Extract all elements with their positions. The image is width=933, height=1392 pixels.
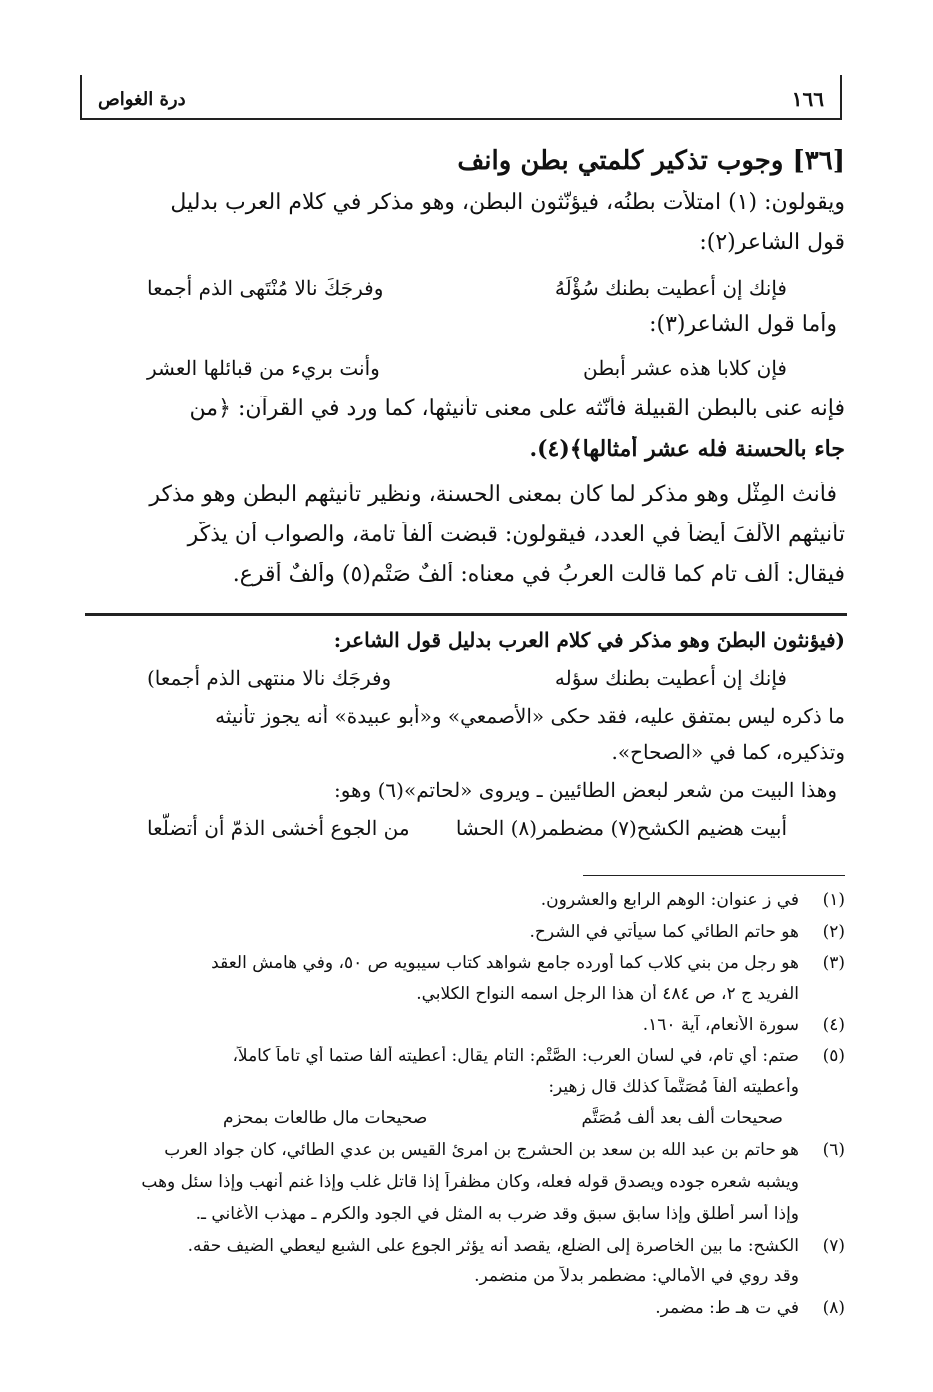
main-line-7: تأنيثهم الأَلْفَ أيضاً في العدد، فيقولون: قبضت ألفاً تامة، والصواب أن يذكَّر: [187, 522, 845, 547]
footnote-7-continued: وقد روي في الأمالي: مضطمر بدلاً من منضمر.: [474, 1266, 799, 1286]
footnote-verse: [223, 1108, 783, 1134]
footnote-verse-second: صحيحات مال طالعات بمحزم: [223, 1108, 428, 1128]
footnote-number: (٥): [822, 1046, 845, 1066]
main-line-5: جاء بالحسنة فله عشر أمثالها﴾(٤).: [529, 436, 845, 462]
footnote-text: صتم: أي تام، في لسان العرب: الصَّتْم: التام يقال: أعطيته ألفا صتما أي تاماً كاملاً،: [232, 1046, 799, 1066]
footnote-5-continued: وأعطيته ألفاً مُصَتَّماً كذلك قال زهير:: [548, 1077, 799, 1097]
main-line-3: وأما قول الشاعر(٣):: [649, 312, 837, 337]
commentary-verse-1: [147, 666, 787, 700]
section-title: [٣٦] وجوب تذكير كلمتي بطن وانف: [457, 146, 845, 176]
footnote-6-continued-1: ويشبه شعره جوده ويصدق قوله فعله، وكان مظفراً إذا قاتل غلب وإذا غنم أنهب وإذا سئل وهب: [141, 1172, 799, 1192]
footnote-text: هو حاتم بن عبد الله بن سعد بن الحشرج بن امرئ القيس بن عدي الطائي، كان جواد العرب: [164, 1140, 799, 1160]
footnote-8: [85, 1298, 845, 1324]
commentary-verse-2: [147, 816, 787, 850]
commentary-verse-2-first: أبيت هضيم الكشح(٧) مضطمر(٨) الحشا: [455, 816, 787, 840]
verse-2: [147, 356, 787, 390]
footnote-number: (٤): [822, 1015, 845, 1035]
footnote-text: سورة الأنعام، آية ١٦٠.: [642, 1015, 799, 1035]
footnote-6: [85, 1140, 845, 1166]
footnote-divider: [583, 875, 845, 876]
footnote-4: [85, 1015, 845, 1041]
commentary-line-3: وهذا البيت من شعر لبعض الطائيين ـ ويروى «لحاتم»(٦) وهو:: [333, 778, 837, 802]
footnote-number: (٧): [822, 1236, 845, 1256]
footnote-5: [85, 1046, 845, 1072]
commentary-verse-1-second: وفرجَك نالا منتهى الذم أجمعا): [147, 666, 392, 690]
main-line-8: فيقال: ألف تام كما قالت العربُ في معناه: ألفٌ صَتْم(٥) وألفٌ أقرع.: [232, 562, 845, 587]
commentary-line-2: وتذكيره، كما في «الصحاح».: [611, 740, 845, 764]
footnote-text: الكشح: ما بين الخاصرة إلى الضلع، يقصد أنه يؤثر الجوع على الشبع ليعطي الضيف حقه.: [187, 1236, 799, 1256]
footnote-6-continued-2: وإذا أسر أطلق وإذا سابق سبق وقد ضرب به المثل في الجود والكرم ـ مهذب الأغاني ـ.: [195, 1204, 799, 1224]
footnote-text: هو رجل من بني كلاب كما أورده جامع شواهد كتاب سيبويه ص ٥٠، وفي هامش العقد: [211, 953, 799, 973]
footnote-text: هو حاتم الطائي كما سيأتي في الشرح.: [529, 922, 799, 942]
main-line-1: ويقولون: (١) امتلأت بطنُه، فيؤنّثون البطن، وهو مذكر في كلام العرب بدليل: [170, 190, 845, 215]
footnote-3: [85, 953, 845, 979]
commentary-verse-1-first: فإنك إن أعطيت بطنك سؤله: [554, 666, 787, 690]
footnote-2: [85, 922, 845, 948]
footnote-text: في ت هـ ط: مضمر.: [655, 1298, 799, 1318]
verse-1: [147, 276, 787, 310]
page-number: ١٦٦: [791, 87, 824, 111]
footnote-number: (٦): [822, 1140, 845, 1160]
main-line-6: فأنث المِثْل وهو مذكر لما كان بمعنى الحسنة، ونظير تأنيثهم البطن وهو مذكر: [149, 482, 837, 507]
verse-1-first-hemistich: فإنك إن أعطيت بطنك سُؤْلَهُ: [554, 276, 787, 300]
verse-2-second-hemistich: وأنت بريء من قبائلها العشر: [147, 356, 380, 380]
footnote-number: (٨): [822, 1298, 845, 1318]
footnote-3-continued: الفريد ج ٢، ص ٤٨٤ أن هذا الرجل اسمه النواح الكلابي.: [416, 984, 799, 1004]
footnote-text: في ز عنوان: الوهم الرابع والعشرون.: [540, 890, 799, 910]
page-header: [80, 75, 842, 120]
footnote-verse-first: صحيحات ألف بعد ألف مُصَتَّم: [581, 1108, 783, 1128]
footnote-7: [85, 1236, 845, 1262]
commentary-heading: (فيؤنثون البطنَ وهو مذكر في كلام العرب بدليل قول الشاعر:: [333, 628, 845, 652]
footnote-number: (١): [822, 890, 845, 910]
verse-1-second-hemistich: وفرجَكَ نالا مُنْتَهى الذم أجمعا: [147, 276, 384, 300]
footnote-1: [85, 890, 845, 916]
main-line-2: قول الشاعر(٢):: [699, 230, 845, 255]
verse-2-first-hemistich: فإن كلابا هذه عشر أبطن: [583, 356, 787, 380]
commentary-line-1: ما ذكره ليس بمتفق عليه، فقد حكى «الأصمعي» و«أبو عبيدة» أنه يجوز تأنيثه: [215, 704, 845, 728]
main-line-4: فإنه عنى بالبطن القبيلة فأنّثه على معنى تأنيثها، كما ورد في القرآن: ﴿من: [189, 396, 845, 421]
book-title: درة الغواص: [98, 89, 186, 110]
footnote-number: (٢): [822, 922, 845, 942]
footnote-number: (٣): [822, 953, 845, 973]
commentary-verse-2-second: من الجوع أخشى الذمّ أن أتضلّعا: [147, 816, 410, 840]
section-divider: [85, 613, 847, 616]
